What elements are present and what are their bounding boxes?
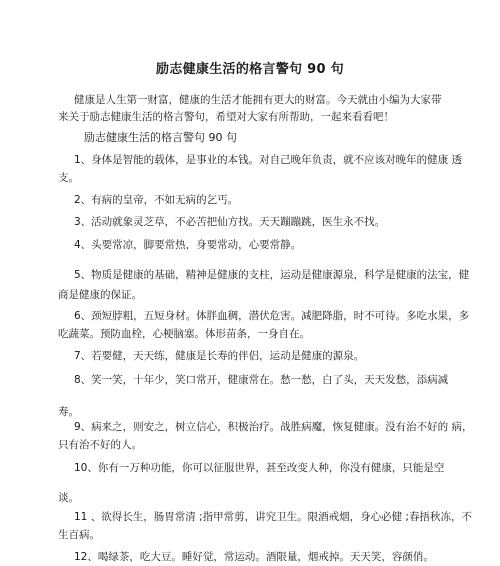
list-item-line: 9、病来之，则安之，树立信心，积极治疗。战胜病魔，恢复健康。没有治不好的 病， bbox=[74, 421, 473, 433]
list-item-line: 支。 bbox=[58, 172, 79, 184]
list-item-line: 5、物质是健康的基础，精神是健康的支柱，运动是健康源泉，科学是健康的法宝，健 bbox=[74, 269, 470, 281]
list-item-line: 11 、欲得长生，肠胃常清 ;指甲常剪，讲究卫生。限酒戒烟，身心必健 ;春捂秋冻，不 bbox=[74, 511, 472, 523]
list-item-line: 4、头要常凉，脚要常热，身要常动，心要常静。 bbox=[74, 239, 302, 251]
list-item-line: 谈。 bbox=[58, 492, 79, 504]
list-item-line: 12、喝绿茶，吃大豆。睡好觉，常运动。酒限量，烟戒掉。天天笑，容颜俏。 bbox=[74, 551, 434, 563]
list-item-line: 寿。 bbox=[58, 406, 79, 418]
document-title: 励志健康生活的格言警句 90 句 bbox=[156, 62, 344, 77]
list-item-line: 吃蔬菜。预防血栓，心梗脑塞。体形苗条，一身自在。 bbox=[58, 328, 310, 340]
intro-line: 健康是人生第一财富，健康的生活才能拥有更大的财富。今天就由小编为大家带 bbox=[74, 94, 442, 106]
list-item-line: 3、活动就象灵芝草，不必苦把仙方找。天天蹦蹦跳，医生永不找。 bbox=[74, 216, 386, 228]
list-item-line: 只有治不好的人。 bbox=[58, 439, 142, 451]
intro-line: 来关于励志健康生活的格言警句，希望对大家有所帮助，一起来看看吧！ bbox=[58, 111, 394, 123]
list-item-line: 生百病。 bbox=[58, 529, 100, 541]
list-item-line: 10、你有一万种功能，你可以征服世界，甚至改变人种，你没有健康，只能是空 bbox=[74, 462, 445, 474]
list-item-line: 6、颈短脖粗，五短身材。体胖血稠，潜伏危害。减肥降脂，时不可待。多吃水果，多 bbox=[74, 310, 470, 322]
list-item-line: 商是健康的保证。 bbox=[58, 289, 142, 301]
list-item-line: 7、若要健，天天练，健康是长寿的伴侣，运动是健康的源泉。 bbox=[74, 350, 365, 362]
section-subtitle: 励志健康生活的格言警句 90 句 bbox=[84, 131, 237, 144]
list-item-line: 1、身体是智能的载体，是事业的本钱。对自己晚年负责，就不应该对晚年的健康 透 bbox=[74, 154, 463, 166]
list-item-line: 8、笑一笑，十年少，笑口常开，健康常在。愁一愁，白了头，天天发愁，添病减 bbox=[74, 374, 449, 386]
list-item-line: 2、有病的皇帝，不如无病的乞丐。 bbox=[74, 194, 239, 206]
